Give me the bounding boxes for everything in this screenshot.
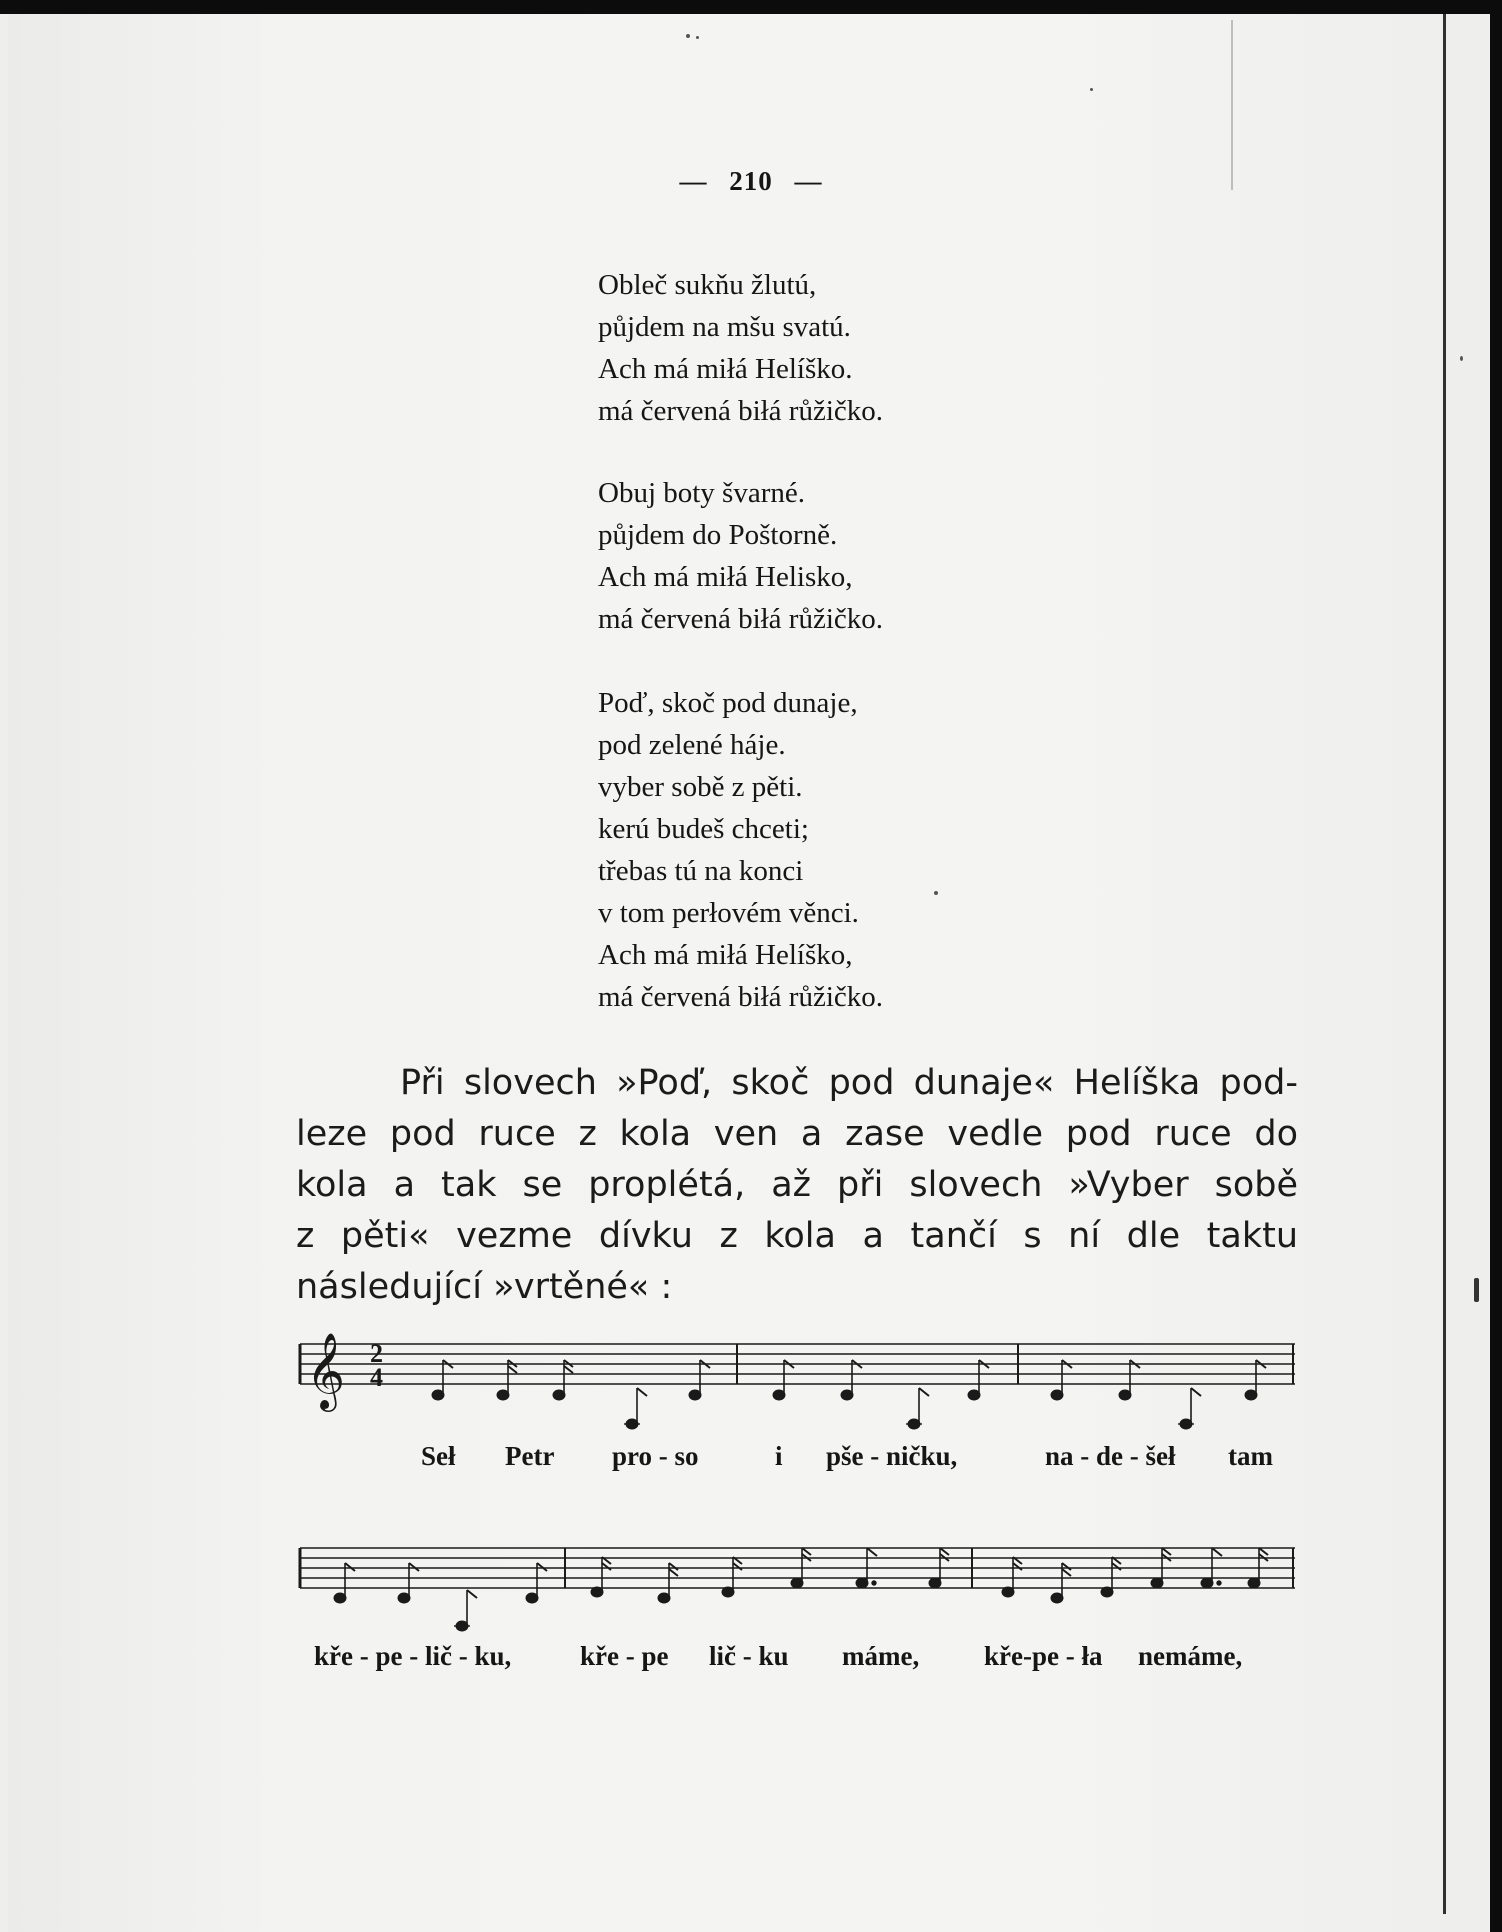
scan-mark [1474, 1278, 1479, 1302]
lyric-syllable: nemáme, [1138, 1641, 1243, 1671]
lyric-syllable: kře - pe [580, 1641, 669, 1671]
page-number-dash-right: — [794, 166, 823, 196]
lyric-syllable: tam [1228, 1441, 1273, 1471]
lyric-syllable: pro - so [612, 1441, 699, 1471]
paragraph-line: následující »vrtěné« : [296, 1267, 673, 1307]
verse-line: vyber sobě z pěti. [598, 771, 803, 803]
page-number-dash-left: — [679, 166, 708, 196]
time-signature-top: 2 [370, 1339, 383, 1368]
verse-line: třebas tú na konci [598, 855, 804, 887]
verse-line: Ach má miłá Helíško. [598, 353, 853, 385]
song-stanza-1 [598, 264, 883, 432]
paragraph-line: z pěti« vezme dívku z kola a tančí s ní dle taktu [296, 1216, 1298, 1256]
verse-line: půjdem do Poštorně. [598, 519, 838, 551]
verse-line: kerú budeš chceti; [598, 813, 809, 845]
time-signature-bottom: 4 [370, 1363, 383, 1392]
lyric-syllable: Seł [421, 1441, 456, 1471]
lyric-syllable: lič - ku [709, 1641, 789, 1671]
verse-line: Ach má miłá Helíško, [598, 939, 853, 971]
verse-line: pod zelené háje. [598, 729, 786, 761]
top-scan-border [0, 0, 1502, 14]
paragraph-line: Při slovech »Poď, skoč pod dunaje« Helíška pod- [400, 1063, 1298, 1103]
scan-speck [686, 34, 690, 38]
page-number-value: 210 [729, 166, 773, 196]
song-stanza-2 [598, 472, 883, 640]
lyric-syllable: na - de - šeł [1045, 1441, 1176, 1471]
right-scan-border [1490, 0, 1502, 1932]
verse-line: půjdem na mšu svatú. [598, 311, 851, 343]
verse-line: má červená biłá růžičko. [598, 395, 884, 427]
paragraph-line: leze pod ruce z kola ven a zase vedle pod ruce do [296, 1114, 1298, 1154]
lyric-syllable: kře - pe - lič - ku, [314, 1641, 512, 1671]
scan-speck [1460, 356, 1463, 361]
lyric-syllable: kře-pe - ła [984, 1641, 1103, 1671]
song-stanza-3 [598, 682, 883, 1018]
verse-line: má červená biłá růžičko. [598, 603, 884, 635]
verse-line: má červená biłá růžičko. [598, 981, 884, 1013]
lyric-syllable: pše - ničku, [826, 1441, 958, 1471]
lyric-syllable: i [775, 1441, 783, 1471]
paragraph-line: kola a tak se proplétá, až při slovech »Vyber sobě [296, 1165, 1298, 1205]
description-paragraph [296, 1058, 1298, 1313]
verse-line: Ach má miłá Helisko, [598, 561, 853, 593]
scan-speck [934, 891, 938, 895]
lyric-syllable: máme, [842, 1641, 920, 1671]
verse-line: Obuj boty švarné. [598, 477, 805, 509]
scan-speck [696, 36, 699, 39]
verse-line: v tom perłovém věnci. [598, 897, 859, 929]
verse-line: Poď, skoč pod dunaje, [598, 687, 858, 719]
treble-clef-icon: 𝄞 [306, 1332, 346, 1409]
page-fold-line [1443, 14, 1446, 1914]
page-crease [1231, 20, 1233, 190]
page-number [0, 166, 1502, 197]
scan-speck [1090, 88, 1093, 91]
lyric-syllable: Petr [505, 1441, 555, 1471]
verse-line: Obleč sukňu žlutú, [598, 269, 817, 301]
